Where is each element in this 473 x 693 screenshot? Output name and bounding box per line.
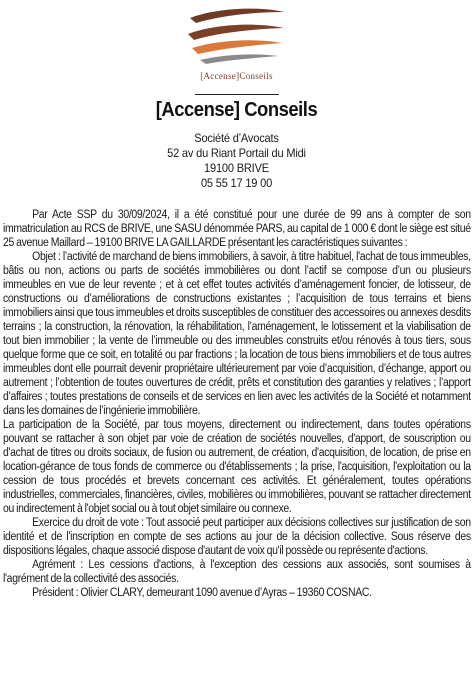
firm-city: 19100 BRIVE xyxy=(204,161,269,175)
firm-address xyxy=(0,131,473,191)
firm-street: 52 av du Riant Portail du Midi xyxy=(167,146,306,160)
logo-caption: [Accense]Conseils xyxy=(200,71,273,81)
participation-paragraph: La participation de la Société, par tous moyens, directement ou indirectement, dans toutes opérations pouvant se rattacher à son objet par voie de création de sociétés nouvelles, d'apport, de souscription ou d'achat de titres ou droits sociaux, de fusion ou autrement, de création, d'acquisition, de location, de prise en location-gérance de tous fonds de commerce ou d'établissements ; la prise, l'acquisition, l'exploitation ou la cession de tous procédés et brevets concernant ces activités. Et généralement, toutes opérations industrielles, commerciales, financières, civiles, mobilières ou immobilières, pouvant se rattacher directement ou indirectement à l'objet social ou à tout objet similaire ou connexe. xyxy=(3,419,471,515)
president-paragraph: Président : Olivier CLARY, demeurant 1090 avenue d’Ayras – 19360 COSNAC. xyxy=(32,587,372,599)
firm-subtitle: Société d’Avocats xyxy=(194,131,279,145)
intro-paragraph: Par Acte SSP du 30/09/2024, il a été constitué pour une durée de 99 ans à compter de son immatriculation au RCS de BRIVE, une SASU dénommée PARS, au capital de 1 000 € dont le siège est situé 25 avenue Maillard – 19100 BRIVE LA GAILLARDE présentant les caractéristiques suivantes : xyxy=(3,209,471,249)
firm-phone: 05 55 17 19 00 xyxy=(200,176,273,190)
firm-name: [Accense] Conseils xyxy=(155,99,318,121)
logo-swirl-icon xyxy=(186,6,288,68)
divider-rule xyxy=(195,94,279,95)
firm-logo xyxy=(0,0,473,88)
objet-paragraph: Objet : l’activité de marchand de biens immobiliers, à savoir, à titre habituel, l'achat de tous immeubles, bâtis ou non, actions ou parts de sociétés immobilières ou dont l’actif se compose d’un ou plusieurs immeubles en vue de leur revente ; et à cet effet toutes activités d’aménagement foncier, de lotisseur, de constructions ou d’améliorations de constructions existantes ; l’acquisition de tous terrains et biens immobiliers ainsi que tous immeubles et droits susceptibles de constituer des accessoires ou annexes desdits terrains ; la construction, la rénovation, la réhabilitation, l’aménagement, le lotissement et la viabilisation de tout bien immobilier ; la vente de l’immeuble ou des immeubles construits et/ou rénovés à tous tiers, sous quelque forme que ce soit, en totalité ou par fractions ; la location de tous biens immobiliers et de tous autres immeubles dont elle pourrait devenir propriétaire ultérieurement par voie d’acquisition, d’échange, apport ou autrement ; l’obtention de toutes ouvertures de crédit, prêts et constitution des garanties y relatives ; l’apport d’affaires ; toutes prestations de conseils et de services en lien avec les activités de la Société et notamment dans les domaines de l’ingénierie immobilière. xyxy=(3,251,471,417)
agrement-paragraph: Agrément : Les cessions d'actions, à l'exception des cessions aux associés, sont soumises à l'agrément de la collectivité des associés. xyxy=(3,559,471,585)
vote-paragraph: Exercice du droit de vote : Tout associé peut participer aux décisions collectives sur justification de son identité et de l'inscription en compte de ses actions au jour de la décision collective. Sous réserve des dispositions légales, chaque associé dispose d'autant de voix qu'il possède ou représente d'actions. xyxy=(3,517,471,557)
legal-notice-body xyxy=(3,208,471,600)
